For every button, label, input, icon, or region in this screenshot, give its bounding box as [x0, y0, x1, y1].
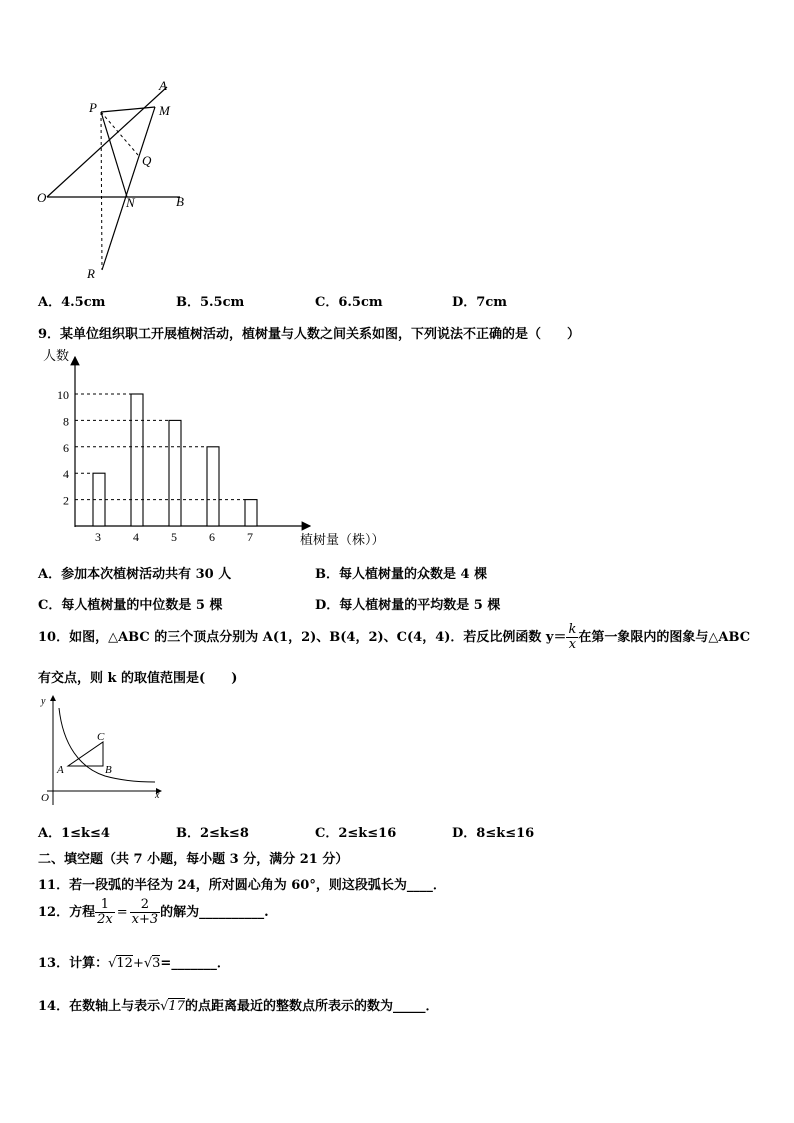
q14-text: [38, 995, 438, 1014]
y-axis-label: 人数: [43, 348, 70, 363]
q9-option-b[interactable]: B．每人植树量的众数是 4 棵: [315, 567, 488, 582]
sqrt-icon: √: [143, 956, 153, 971]
label-Q: Q: [142, 153, 152, 168]
triangle-ABC: [68, 742, 103, 766]
x-tick-label: 6: [209, 530, 215, 544]
q9-option-a[interactable]: A．参加本次植树活动共有 30 人: [38, 567, 232, 582]
label-R: R: [87, 266, 95, 281]
q8-option-a[interactable]: A．4.5cm: [38, 295, 106, 310]
q12-text: [38, 898, 269, 927]
q11-text: 11．若一段弧的半径为 24，所对圆心角为 60°，则这段弧长为____．: [38, 878, 446, 893]
q14-prefix: 14．在数轴上与表示: [38, 999, 161, 1014]
label-O: O: [37, 190, 47, 205]
line-PN: [101, 112, 127, 197]
q12-fraction-2: [130, 898, 161, 927]
q10-option-b[interactable]: B．2≤k≤8: [176, 826, 249, 841]
y-tick-label: 6: [63, 440, 69, 455]
line-OA: [47, 87, 167, 197]
x-tick-label: 7: [247, 530, 253, 544]
q10-label-x: x: [155, 790, 160, 801]
q10-stem: [38, 623, 750, 652]
q10-label-B: B: [105, 764, 112, 776]
q8-option-c[interactable]: C．6.5cm: [315, 295, 383, 310]
q12-f1-num: 1: [95, 898, 115, 913]
q10-option-a[interactable]: A．1≤k≤4: [38, 826, 110, 841]
x-tick-label: 5: [171, 530, 177, 544]
q10-frac-den: x: [568, 637, 577, 652]
q14-radicand: 17: [168, 999, 185, 1014]
q10-frac-num: k: [568, 622, 577, 637]
line-RM: [102, 107, 155, 270]
q12-equals: =: [116, 905, 128, 920]
q10-fraction: [566, 623, 578, 652]
q10-label-A: A: [57, 764, 64, 776]
sqrt-icon: √: [160, 999, 169, 1014]
q9-stem: 9．某单位组织职工开展植树活动，植树量与人数之间关系如图，下列说法不正确的是（ ）: [38, 327, 581, 342]
bar: [131, 394, 143, 526]
q13-suffix: =_______．: [160, 956, 230, 971]
q13-radicand-1: 12: [116, 956, 133, 971]
q10-stem-part2: 在第一象限内的图象与△ABC: [578, 630, 751, 645]
q10-label-O: O: [41, 792, 49, 804]
bar: [207, 447, 219, 526]
q9-option-c[interactable]: C．每人植树量的中位数是 5 棵: [38, 598, 223, 613]
q10-label-C: C: [97, 731, 105, 743]
q13-text: [38, 952, 230, 971]
label-P: P: [89, 100, 97, 115]
q8-option-b[interactable]: B．5.5cm: [176, 295, 245, 310]
label-M: M: [159, 103, 170, 118]
label-B: B: [176, 194, 184, 209]
line-PM: [101, 107, 155, 112]
q9-option-d[interactable]: D．每人植树量的平均数是 5 棵: [315, 598, 501, 613]
q13-radicand-2: 3: [152, 956, 161, 971]
label-N: N: [126, 195, 135, 210]
q12-f1-den: 2x: [97, 912, 113, 927]
x-tick-label: 3: [95, 530, 101, 544]
x-axis-label: 植树量（株））: [300, 532, 385, 547]
q12-fraction-1: [95, 898, 115, 927]
q10-option-d[interactable]: D．8≤k≤16: [452, 826, 535, 841]
q10-label-y: y: [41, 696, 46, 707]
q12-f2-den: x+3: [131, 912, 159, 927]
q13-prefix: 13．计算：: [38, 956, 109, 971]
y-tick-label: 8: [63, 414, 69, 429]
q8-option-d[interactable]: D．7cm: [452, 295, 507, 310]
q10-option-c[interactable]: C．2≤k≤16: [315, 826, 397, 841]
y-tick-label: 4: [63, 467, 69, 482]
label-A: A: [159, 78, 167, 93]
section-heading-fill-in: 二、填空题（共 7 小题，每小题 3 分，满分 21 分）: [38, 852, 349, 867]
q14-suffix: 的点距离最近的整数点所表示的数为_____．: [184, 999, 439, 1014]
q10-stem-line2: 有交点，则 k 的取值范围是( ): [38, 671, 238, 686]
dashed-PR: [101, 112, 102, 270]
bar: [169, 420, 181, 526]
q10-stem-part1: 10．如图，△ABC 的三个顶点分别为 A(1，2)、B(4，2)、C(4，4)．若反比例函数 y＝: [38, 630, 567, 645]
bar: [245, 500, 257, 526]
q10-function-graph: [35, 690, 175, 810]
q8-geometry-figure: [25, 75, 205, 285]
y-tick-label: 10: [57, 388, 69, 402]
x-tick-label: 4: [133, 530, 139, 544]
q9-bar-chart: [35, 345, 405, 555]
q13-plus: +: [132, 956, 144, 971]
q12-prefix: 12．方程: [38, 905, 96, 920]
y-tick-label: 2: [63, 493, 69, 508]
q12-suffix: 的解为__________.: [160, 905, 269, 920]
q12-f2-num: 2: [130, 898, 161, 913]
sqrt-icon: √: [108, 956, 117, 971]
